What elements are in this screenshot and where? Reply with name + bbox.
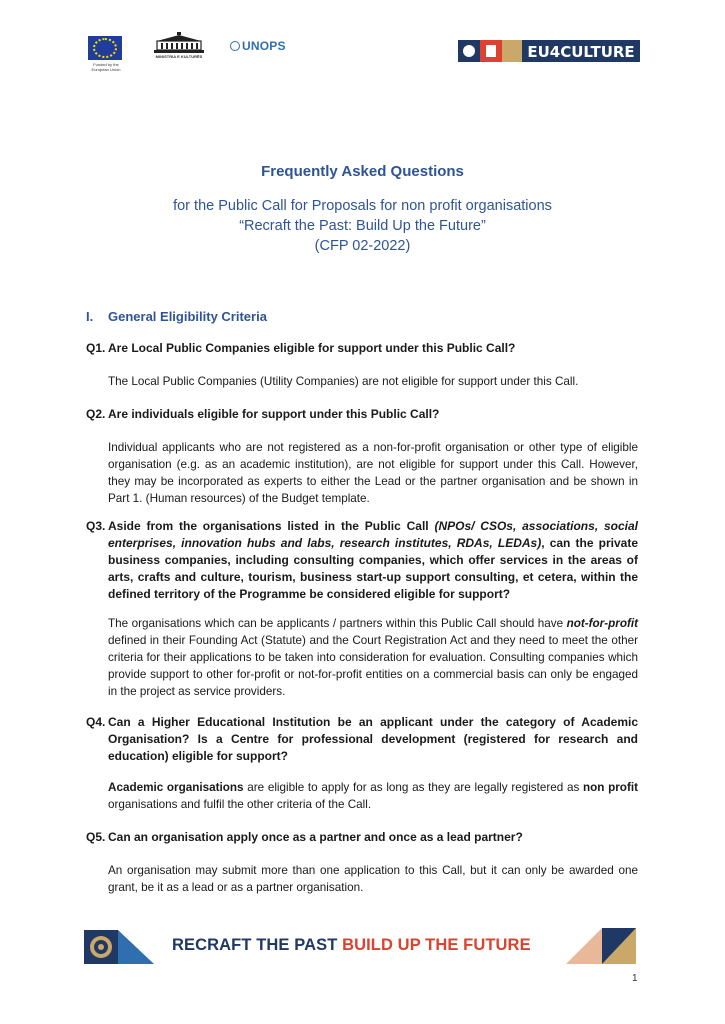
question-text: Can an organisation apply once as a partner and once as a lead partner? xyxy=(108,830,523,844)
question-text: Are individuals eligible for support under this Public Call? xyxy=(108,407,440,421)
slogan-part-2: BUILD UP THE FUTURE xyxy=(342,936,531,954)
eu4culture-text: EU4CULTURE xyxy=(527,43,635,61)
unops-label: UNOPS xyxy=(242,39,286,53)
question-2 xyxy=(86,406,638,423)
answer-emphasis: not-for-profit xyxy=(566,617,638,630)
ministry-caption: MINISTRIA E KULTURËS xyxy=(155,54,203,59)
question-emphasis: (NPOs/ CSOs, associations, social enterprises, innovation hubs and labs, research institutes, RDAs, LEDAs) xyxy=(108,519,638,550)
answer-4: Academic organisations are eligible to apply for as long as they are legally registered as non profit organisations and fulfil the other criteria of the Call. xyxy=(108,781,638,811)
answer-bold-2: non profit xyxy=(583,781,638,794)
subtitle-line-2: “Recraft the Past: Build Up the Future” xyxy=(239,218,486,234)
unops-logo xyxy=(230,39,286,53)
question-3 xyxy=(86,518,638,603)
footer-emblem-logo xyxy=(84,930,154,964)
question-text: Can a Higher Educational Institution be an applicant under the category of Academic Organisation? Is a Centre for professional development (registered for research and education) eligible for support? xyxy=(108,715,638,763)
eu-logo-caption: Funded by the European Union xyxy=(91,62,121,72)
question-4 xyxy=(86,714,638,765)
question-number: Q2. xyxy=(86,407,106,421)
ministry-building-logo xyxy=(152,32,206,54)
question-text: Are Local Public Companies eligible for support under this Public Call? xyxy=(108,341,516,355)
answer-2: Individual applicants who are not registered as a non-for-profit organisation or other type of eligible organisation (e.g. as an academic institution), are not eligible for support under this Call. However, they may be incorporated as experts to either the Lead or the partner organisation and be shown in Part 1. (Human resources) of the Budget template. xyxy=(108,441,638,505)
answer-5: An organisation may submit more than one application to this Call, but it can only be awarded one grant, be it as a lead or as a partner organisation. xyxy=(108,864,638,894)
answer-1: The Local Public Companies (Utility Companies) are not eligible for support under this Call. xyxy=(108,375,579,388)
question-number: Q3. xyxy=(86,519,106,533)
slogan-part-1: RECRAFT THE PAST xyxy=(172,936,338,954)
section-number: I. xyxy=(86,309,94,324)
page-title: Frequently Asked Questions xyxy=(261,163,464,180)
footer-triangle-graphic xyxy=(566,928,636,964)
page-number: 1 xyxy=(632,973,638,984)
section-heading xyxy=(86,309,267,324)
question-number: Q1. xyxy=(86,341,106,355)
question-1 xyxy=(86,340,638,357)
question-5 xyxy=(86,829,638,846)
subtitle-line-1: for the Public Call for Proposals for non profit organisations xyxy=(173,198,552,214)
question-text: Aside from the organisations listed in the Public Call (NPOs/ CSOs, associations, social enterprises, innovation hubs and labs, research institutes, RDAs, LEDAs), can the private business companies, including consulting companies, which offer services in the areas of arts, crafts and culture, tourism, business start-up support consulting, et cetera, within the defined territory of the Programme be considered eligible for support? xyxy=(108,519,639,601)
answer-3: The organisations which can be applicants / partners within this Public Call should have not-for-profit defined in their Founding Act (Statute) and the Court Registration Act and they need to meet the other criteria for their applications to be taken into consideration for evaluation. Consulting companies which provide support to other for-profit or not-for-profit entities on a commercial basis can only be engaged in the project as service providers. xyxy=(108,617,638,698)
question-number: Q5. xyxy=(86,830,106,844)
globe-icon xyxy=(230,41,240,51)
footer-slogan xyxy=(172,936,531,955)
eu-flag-logo xyxy=(88,36,122,60)
section-title: General Eligibility Criteria xyxy=(108,309,267,324)
answer-bold-1: Academic organisations xyxy=(108,781,244,794)
eu4culture-logo xyxy=(458,36,640,66)
subtitle-line-3: (CFP 02-2022) xyxy=(314,238,411,254)
question-number: Q4. xyxy=(86,715,106,729)
